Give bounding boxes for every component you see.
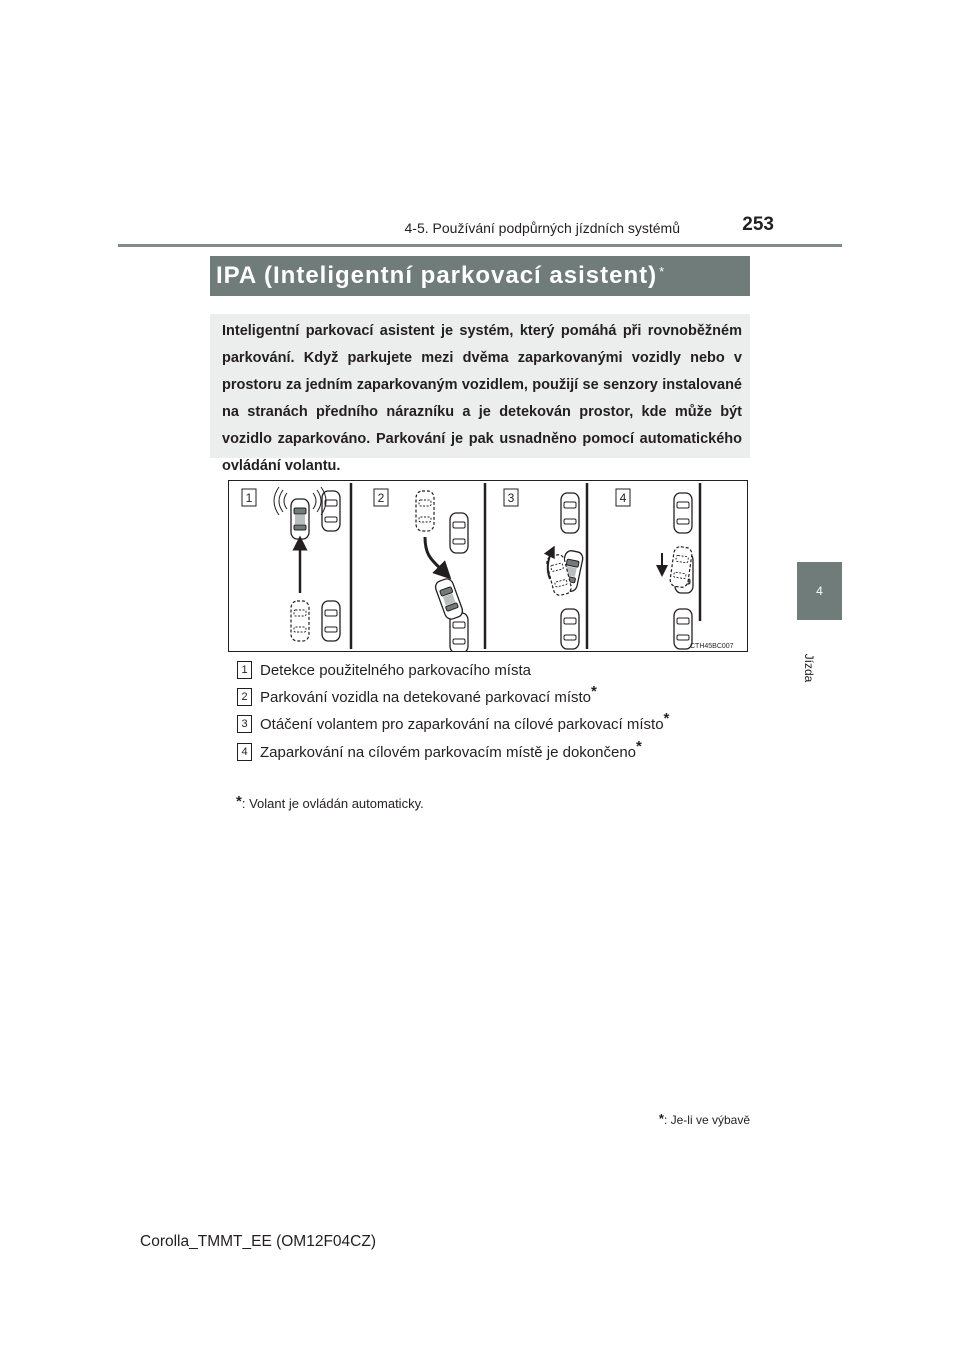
equipment-footnote [598, 1113, 750, 1128]
step-number-3: 3 [507, 491, 515, 505]
footnote-text: : Je-li ve výbavě [663, 1113, 750, 1127]
chapter-number: 4 [816, 584, 823, 598]
legend-number: 2 [237, 688, 252, 706]
automatic-steering-footnote [236, 793, 424, 813]
chapter-tab [797, 562, 842, 620]
ego-car-start-position [416, 491, 434, 531]
step-number-1: 1 [245, 491, 253, 505]
document-id-footer: Corolla_TMMT_EE (OM12F04CZ) [140, 1233, 376, 1250]
running-header-section-title: 4-5. Používání podpůrných jízdních systémů [404, 220, 680, 236]
page-number: 253 [742, 214, 774, 235]
panel-1-scene [274, 487, 340, 641]
panel-3-scene [545, 493, 584, 649]
footnote-text: : Volant je ovládán automaticky. [241, 796, 424, 811]
legend-number: 3 [237, 715, 252, 733]
footnote-star: * [236, 793, 242, 810]
ego-car [291, 499, 309, 539]
legend-item-3 [237, 710, 670, 738]
parking-steps-figure [228, 480, 748, 652]
section-title [216, 258, 666, 294]
step-marker-3 [504, 489, 518, 506]
figure-code: CTH45BC007 [690, 643, 734, 650]
step-number-2: 2 [377, 491, 385, 505]
legend-item-4 [237, 738, 642, 766]
footnote-star: * [658, 1111, 664, 1126]
intro-text: Inteligentní parkovací asistent je systém, který pomáhá při rovnoběžném parkování. Když parkujete mezi dvěma zaparkovanými vozidly nebo v prostoru za jedním zaparkovaným vozidlem, použijí se senzory instalované na stranách předního nárazníku a je detekován prostor, kde může být vozidlo zaparkováno. Parkování je pak usnadněno pomocí automatického ovládání volantu. [222, 323, 742, 474]
ego-car [434, 577, 465, 621]
step-marker-2 [374, 489, 388, 506]
panel-2-scene [416, 491, 468, 651]
chapter-label: Jízda [802, 653, 816, 683]
step-marker-1 [242, 489, 256, 506]
section-title-text: IPA (Inteligentní parkovací asistent) [216, 262, 658, 289]
parked-car [561, 493, 579, 533]
parked-car [674, 493, 692, 533]
header-rule [118, 244, 842, 247]
step-marker-4 [616, 489, 630, 506]
legend-star: * [591, 683, 597, 700]
legend-item-1 [237, 662, 531, 684]
legend-star: * [663, 710, 670, 727]
parked-car [450, 513, 468, 553]
legend-star: * [636, 738, 642, 755]
legend-text: Parkování vozidla na detekované parkovací místo [260, 689, 592, 706]
section-title-mark: * [659, 264, 666, 279]
step-number-4: 4 [619, 491, 627, 505]
parking-steps-illustration [229, 481, 747, 651]
parked-car [561, 609, 579, 649]
parked-car [322, 491, 340, 531]
legend-number: 4 [237, 743, 252, 761]
legend-number: 1 [237, 661, 252, 679]
legend-text: Detekce použitelného parkovacího místa [260, 662, 531, 679]
parked-car [322, 601, 340, 641]
reverse-path-arrow [425, 537, 445, 573]
panel-4-scene [662, 493, 693, 649]
legend-item-2 [237, 683, 597, 711]
ego-car-start-position [291, 601, 309, 641]
legend-text: Otáčení volantem pro zaparkování na cílové parkovací místo [260, 716, 664, 733]
legend-text: Zaparkování na cílovém parkovacím místě je dokončeno [260, 744, 637, 761]
